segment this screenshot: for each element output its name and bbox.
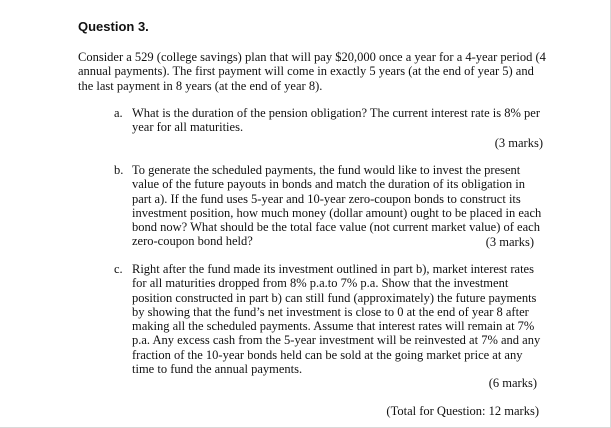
- part-b-text: To generate the scheduled payments, the fund would like to invest the present value of the future payouts in bonds and match the duration of its obligation in part a). If the fund uses 5-year and 10-year zero-coupon bonds to construct its investment position, how much money (dollar amount) ought to be placed in each bond now? What should be the total face value (not current market value) of each zero-coupon bond held?: [132, 163, 542, 249]
- part-c: [114, 262, 544, 376]
- part-c-marks: (6 marks): [488, 376, 537, 390]
- question-intro: Consider a 529 (college savings) plan that will pay $20,000 once a year for a 4-year period (4 annual payments). The first payment will come in exactly 5 years (at the end of year 5) and the last payment in 8 years (at the end of year 8).: [78, 50, 546, 93]
- question-heading: Question 3.: [78, 19, 149, 34]
- part-a: [114, 106, 544, 135]
- part-b-marks: (3 marks): [485, 235, 534, 249]
- part-a-text: What is the duration of the pension obligation? The current interest rate is 8% per year for all maturities.: [132, 106, 540, 135]
- part-c-letter: c.: [114, 262, 123, 276]
- part-c-text: Right after the fund made its investment outlined in part b), market interest rates for all maturities dropped from 8% p.a.to 7% p.a. Show that the investment position constructed in part b) can still fund (approximately) the future payments by showing that the fund’s net investment is close to 0 at the end of year 8 after making all the scheduled payments. Assume that interest rates will remain at 7% p.a. Any excess cash from the 5-year investment will be reinvested at 7% and any fraction of the 10-year bonds held can be sold at the going market price at any time to fund the annual payments.: [132, 262, 541, 377]
- question-total-marks: (Total for Question: 12 marks): [386, 404, 539, 418]
- part-b-letter: b.: [114, 163, 124, 177]
- part-a-marks: (3 marks): [494, 136, 543, 150]
- part-a-letter: a.: [114, 106, 123, 120]
